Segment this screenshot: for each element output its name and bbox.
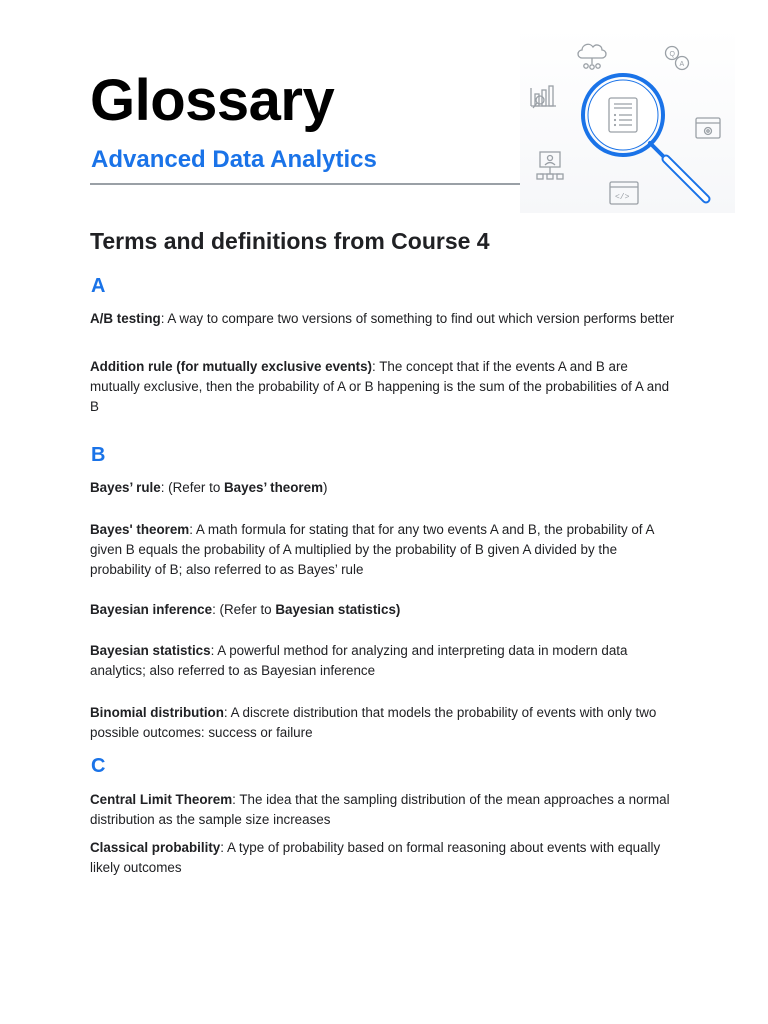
glossary-entry-bayesian-inference [90, 600, 680, 620]
settings-window-icon [696, 118, 720, 138]
svg-text:Q: Q [669, 51, 675, 58]
entry-separator: : [372, 359, 376, 374]
hero-illustration [520, 28, 735, 213]
entry-suffix: ) [323, 480, 328, 495]
entry-definition: A discrete distribution that models the probability of events with only two possible outcomes: success or failure [90, 705, 657, 740]
glossary-entry-bayes-theorem [90, 520, 680, 580]
page-subtitle: Advanced Data Analytics [91, 146, 377, 173]
entry-prefix: : (Refer to [160, 480, 224, 495]
entry-separator: : [232, 792, 236, 807]
org-chart-icon [537, 152, 563, 179]
magnifier-list-icon [583, 75, 706, 199]
entry-definition: A way to compare two versions of something to find out which version performs better [164, 311, 675, 326]
svg-text:A: A [679, 61, 685, 68]
svg-text:</>: </> [615, 193, 630, 202]
cloud-network-icon [578, 44, 606, 69]
code-window-icon [610, 182, 638, 204]
entry-reference: Bayes’ theorem [224, 480, 323, 495]
letter-heading-c: C [91, 755, 106, 777]
section-heading: Terms and definitions from Course 4 [90, 228, 490, 254]
entry-term: Bayesian inference [90, 602, 213, 617]
entry-reference: Bayesian statistics) [275, 602, 401, 617]
entry-term: A/B testing [90, 311, 161, 326]
glossary-entry-bayesian-statistics [90, 641, 680, 681]
entry-term: Bayes' theorem [90, 522, 190, 537]
entry-definition: The idea that the sampling distribution of the mean approaches a normal distribution as the sample size increases [90, 792, 670, 827]
entry-term: Classical probability [90, 840, 221, 855]
qa-chat-icon [666, 47, 689, 70]
page-title: Glossary [90, 68, 335, 133]
glossary-entry-addition-rule [90, 357, 680, 417]
glossary-entry-bayes-rule [90, 478, 680, 498]
letter-heading-a: A [91, 275, 106, 297]
glossary-entry-classical-probability [90, 838, 680, 878]
glossary-entry-binomial-distribution [90, 703, 680, 743]
entry-prefix: : (Refer to [212, 602, 276, 617]
glossary-entry-central-limit-theorem [90, 790, 680, 830]
entry-term: Bayes’ rule [90, 480, 161, 495]
entry-definition: A type of probability based on formal reasoning about events with equally likely outcomes [90, 840, 661, 875]
entry-definition: The concept that if the events A and B are mutually exclusive, then the probability of A or B happening is the sum of the probabilities of A and B [90, 359, 670, 414]
entry-separator: : [210, 643, 215, 658]
entry-separator: : [160, 311, 165, 326]
entry-separator: : [220, 840, 224, 855]
entry-term: Central Limit Theorem [90, 792, 233, 807]
entry-term: Bayesian statistics [90, 643, 211, 658]
entry-separator: : [189, 522, 193, 537]
entry-separator: : [223, 705, 228, 720]
entry-definition: A powerful method for analyzing and interpreting data in modern data analytics; also referred to as Bayesian inference [90, 643, 628, 678]
glossary-entry-ab-testing [90, 309, 680, 329]
entry-term: Addition rule (for mutually exclusive events) [90, 359, 373, 374]
entry-definition: A math formula for stating that for any two events A and B, the probability of A given B equals the probability of A multiplied by the probability of B given A divided by the probability of B; also referred to as Bayes’ rule [90, 522, 654, 577]
letter-heading-b: B [91, 444, 106, 466]
chart-search-icon [531, 86, 556, 108]
entry-term: Binomial distribution [90, 705, 224, 720]
